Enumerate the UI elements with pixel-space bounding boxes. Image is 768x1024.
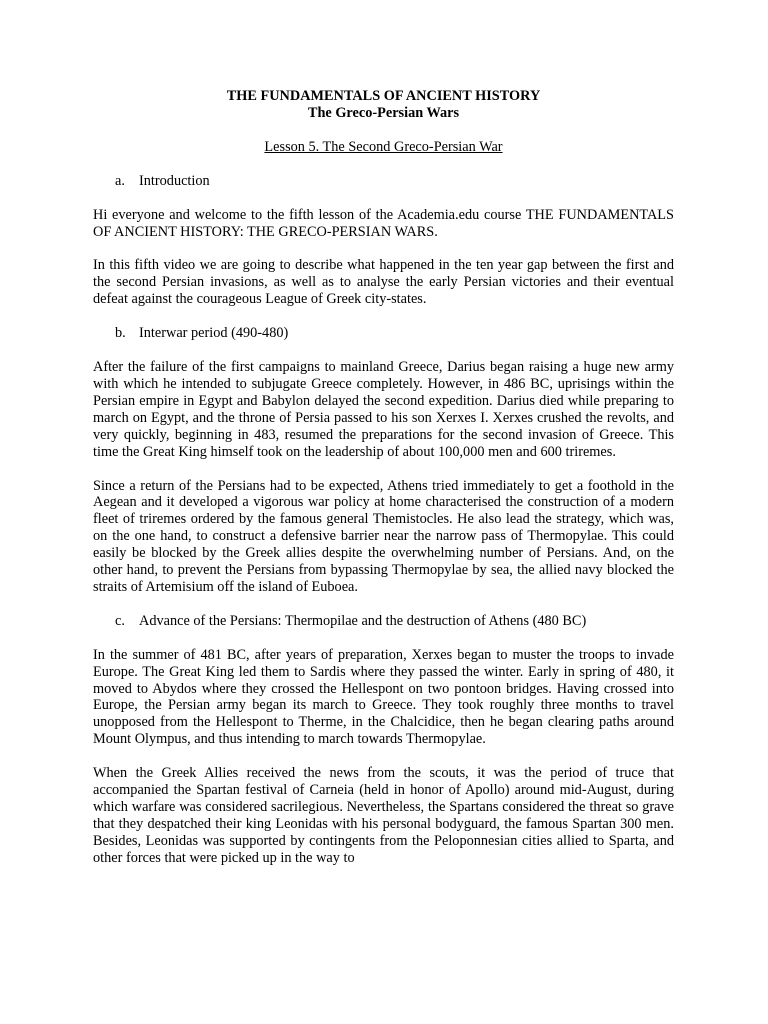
section-heading-text: Advance of the Persians: Thermopilae and the destruction of Athens (480 BC) — [139, 612, 587, 629]
paragraph: Since a return of the Persians had to be expected, Athens tried immediately to get a foothold in the Aegean and it developed a vigorous war policy at home characterised the construction of a modern fleet of triremes ordered by the famous general Themistocles. He also lead the strategy, which was, on the one hand, to construct a defensive barrier near the narrow pass of Thermopylae. This could easily be blocked by the Greek allies despite the overwhelming number of Persians. And, on the other hand, to prevent the Persians from bypassing Thermopylae by sea, the allied navy blocked the straits of Artemisium off the island of Euboea. — [93, 477, 674, 595]
document-title: THE FUNDAMENTALS OF ANCIENT HISTORY — [226, 88, 541, 104]
paragraph: In this fifth video we are going to describe what happened in the ten year gap between the first and the second Persian invasions, as well as to analyse the early Persian victories and their eventual defeat against the courageous League of Greek city-states. — [93, 257, 674, 308]
section-heading-introduction — [93, 173, 674, 190]
section-heading-interwar — [93, 325, 674, 342]
section-heading-text: Interwar period (490-480) — [139, 325, 289, 342]
paragraph: After the failure of the first campaigns to mainland Greece, Darius began raising a huge new army with which he intended to subjugate Greece completely. However, in 486 BC, uprisings within the Persian empire in Egypt and Babylon delayed the second expedition. Darius died while preparing to march on Egypt, and the throne of Persia passed to his son Xerxes I. Xerxes crushed the revolts, and very quickly, beginning in 483, resumed the preparations for the second invasion of Greece. This time the Great King himself took on the leadership of about 100,000 men and 600 triremes. — [93, 359, 674, 460]
document-page — [93, 88, 674, 867]
section-heading-text: Introduction — [139, 172, 210, 189]
paragraph: When the Greek Allies received the news from the scouts, it was the period of truce that accompanied the Spartan festival of Carneia (held in honor of Apollo) around mid-August, during which warfare was considered sacrilegious. Nevertheless, the Spartans considered the threat so grave that they despatched their king Leonidas with his personal bodyguard, the famous Spartan 300 men. Besides, Leonidas was supported by contingents from the Peloponnesian cities allied to Sparta, and other forces that were picked up in the way to — [93, 765, 674, 866]
section-heading-advance — [93, 613, 674, 630]
section-marker: b. — [115, 325, 126, 342]
lesson-heading: Lesson 5. The Second Greco-Persian War — [264, 138, 503, 155]
document-subtitle: The Greco-Persian Wars — [307, 104, 460, 121]
paragraph: In the summer of 481 BC, after years of preparation, Xerxes began to muster the troops to invade Europe. The Great King led them to Sardis where they passed the winter. Early in spring of 480, it moved to Abydos where they crossed the Hellespont on two pontoon bridges. Having crossed into Europe, the Persian army began its march to Greece. They took roughly three months to travel unopposed from the Hellespont to Therme, in the Chalcidice, then he began clearing paths around Mount Olympus, and thus intending to march towards Thermopylae. — [93, 646, 674, 748]
section-marker: c. — [115, 612, 125, 629]
section-marker: a. — [115, 172, 125, 189]
paragraph: Hi everyone and welcome to the fifth lesson of the Academia.edu course THE FUNDAMENTALS OF ANCIENT HISTORY: THE GRECO-PERSIAN WARS. — [93, 206, 674, 240]
